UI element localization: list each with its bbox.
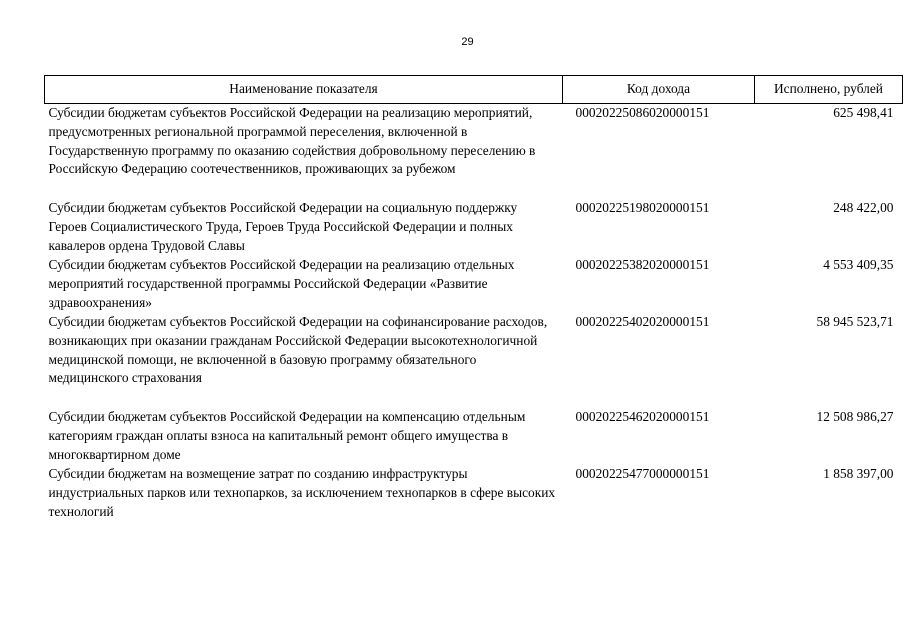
page-number: 29 bbox=[461, 36, 474, 48]
header-revenue-code: Код дохода bbox=[563, 76, 755, 104]
table-row bbox=[45, 199, 903, 256]
row-executed-amount: 248 422,00 bbox=[833, 200, 894, 215]
row-indicator-name: Субсидии бюджетам на возмещение затрат по созданию инфраструктуры индустриальных парков или технопарков, за исключением технопарков в сфере высоких технологий bbox=[48, 466, 556, 519]
row-revenue-code: 00020225402020000151 bbox=[575, 314, 710, 329]
row-indicator-name: Субсидии бюджетам субъектов Российской Федерации на софинансирование расходов, возникающих при оказании гражданам Российской Федерации высокотехнологичной медицинской помощи, не включенной в базовую программу обязательного медицинского страхования bbox=[48, 314, 548, 386]
row-indicator-name: Субсидии бюджетам субъектов Российской Федерации на реализацию отдельных мероприятий государственной программы Российской Федерации «Развитие здравоохранения» bbox=[48, 257, 515, 310]
row-revenue-code: 00020225198020000151 bbox=[575, 200, 710, 215]
header-indicator-name: Наименование показателя bbox=[45, 76, 563, 104]
table-row bbox=[45, 256, 903, 313]
row-executed-amount: 12 508 986,27 bbox=[816, 409, 894, 424]
table-row bbox=[45, 104, 903, 200]
row-executed-amount: 625 498,41 bbox=[833, 105, 894, 120]
table-row bbox=[45, 465, 903, 522]
row-executed-amount: 1 858 397,00 bbox=[823, 466, 894, 481]
row-executed-amount: 4 553 409,35 bbox=[823, 257, 894, 272]
row-revenue-code: 00020225462020000151 bbox=[575, 409, 710, 424]
row-revenue-code: 00020225477000000151 bbox=[575, 466, 710, 481]
revenue-table bbox=[44, 75, 903, 522]
table-header-row bbox=[45, 76, 903, 104]
row-revenue-code: 00020225382020000151 bbox=[575, 257, 710, 272]
header-executed-amount: Исполнено, рублей bbox=[755, 76, 903, 104]
row-revenue-code: 00020225086020000151 bbox=[575, 105, 710, 120]
table-row bbox=[45, 408, 903, 465]
row-indicator-name: Субсидии бюджетам субъектов Российской Федерации на компенсацию отдельным категориям граждан оплаты взноса на капитальный ремонт общего имущества в многоквартирном доме bbox=[48, 409, 526, 462]
row-executed-amount: 58 945 523,71 bbox=[816, 314, 894, 329]
row-indicator-name: Субсидии бюджетам субъектов Российской Федерации на реализацию мероприятий, предусмотренных региональной программой переселения, включенной в Государственную программу по оказанию содействия добровольному переселению в Российскую Федерацию соотечественников, проживающих за рубежом bbox=[48, 105, 536, 177]
table-row bbox=[45, 313, 903, 408]
row-indicator-name: Субсидии бюджетам субъектов Российской Федерации на социальную поддержку Героев Социалистического Труда, Героев Труда Российской Федерации и полных кавалеров ордена Трудовой Славы bbox=[48, 200, 518, 253]
